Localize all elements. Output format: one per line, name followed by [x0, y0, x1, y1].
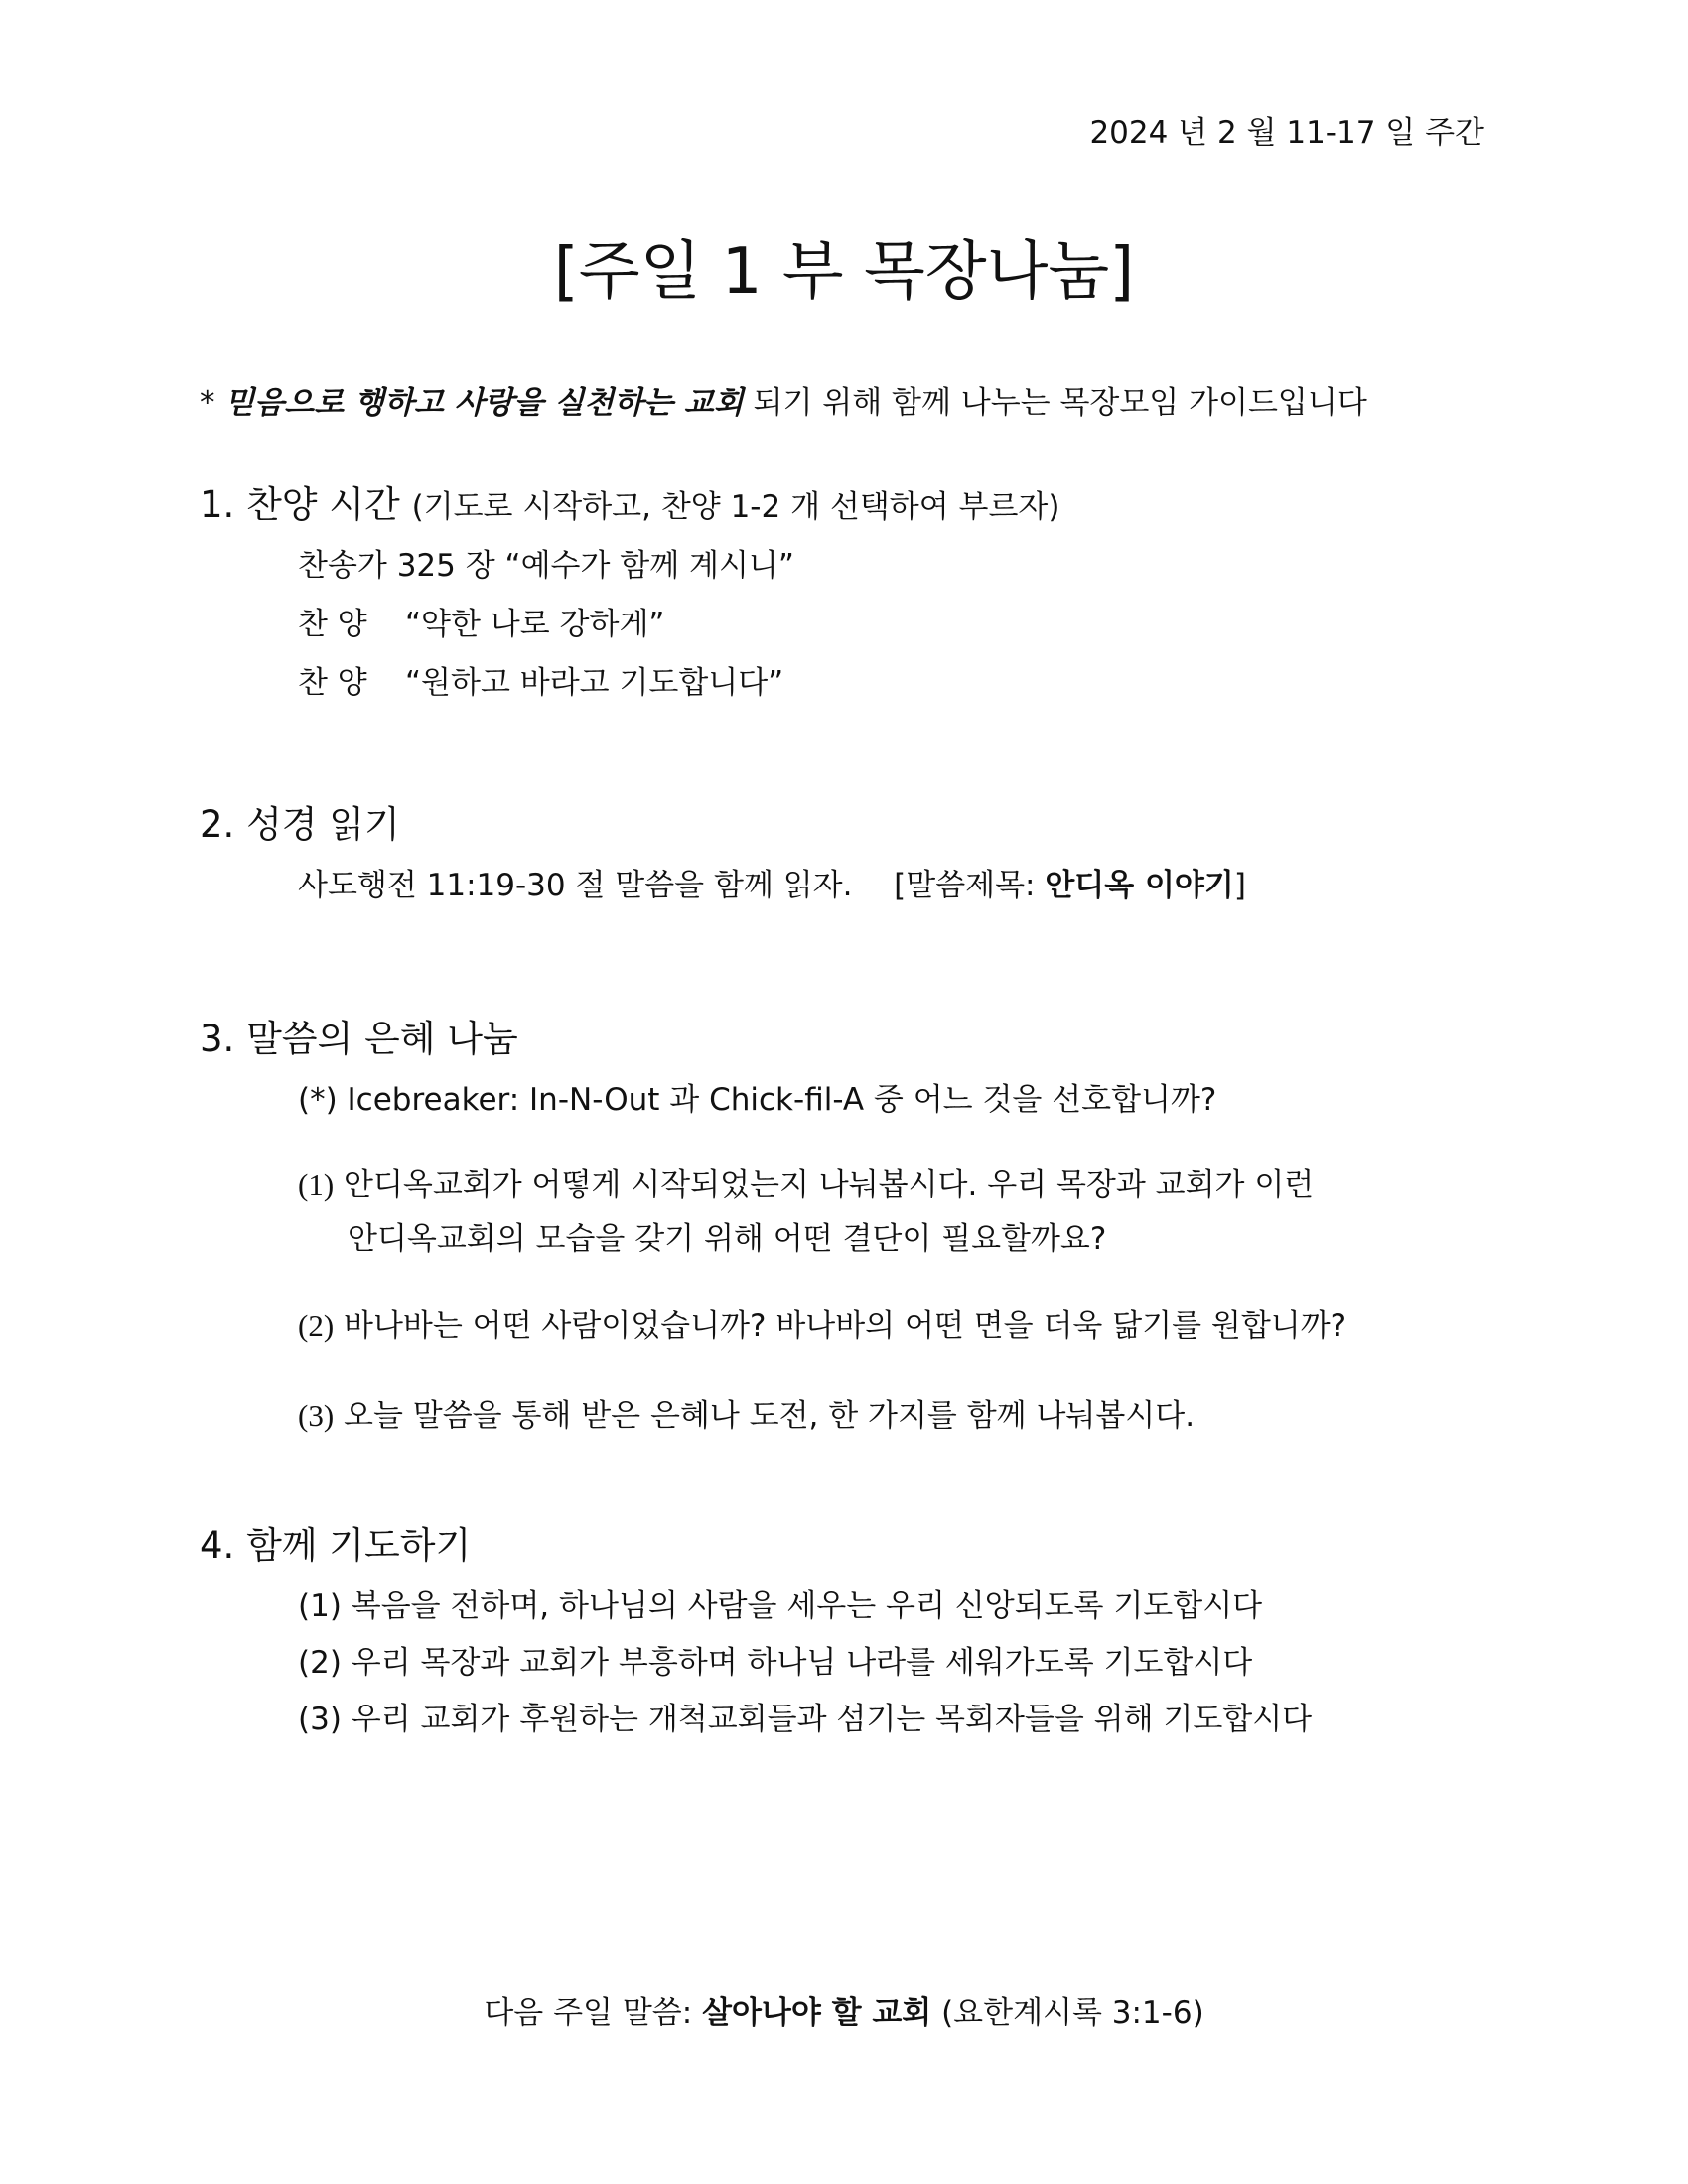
- next-week-reference: (요한계시록 3:1-6): [931, 1995, 1204, 2031]
- bible-reading-line: [298, 860, 1246, 904]
- sermon-suffix: ]: [1233, 868, 1246, 903]
- prayer-item: (3) 우리 교회가 후원하는 개척교회들과 섬기는 목회자들을 위해 기도합시다: [298, 1702, 1313, 1737]
- intro-rest: 되기 위해 함께 나누는 목장모임 가이드입니다: [743, 385, 1367, 421]
- next-week-title: 살아나야 할 교회: [702, 1995, 932, 2031]
- intro-line: [200, 377, 1367, 422]
- question-text: 안디옥교회가 어떻게 시작되었는지 나눠봅시다. 우리 목장과 교회가 이런: [344, 1167, 1315, 1203]
- question-continuation: 안디옥교회의 모습을 갖기 위해 어떤 결단이 필요할까요?: [348, 1221, 1107, 1257]
- prayer-item: (1) 복음을 전하며, 하나님의 사람을 세우는 우리 신앙되도록 기도합시다: [298, 1588, 1263, 1624]
- discussion-question: [298, 1160, 1314, 1204]
- reading-passage: 사도행전 11:19-30 절 말씀을 함께 읽자.: [298, 868, 853, 903]
- discussion-question: [298, 1390, 1195, 1434]
- date-range: 2024 년 2 월 11-17 일 주간: [1089, 115, 1484, 151]
- praise-title: “약한 나로 강하게”: [405, 607, 665, 642]
- section-4-title: 4. 함께 기도하기: [200, 1524, 472, 1567]
- section-2-title: 2. 성경 읽기: [200, 803, 400, 846]
- praise-label: 찬 양: [298, 665, 367, 701]
- icebreaker-question: (*) Icebreaker: In-N-Out 과 Chick-fil-A 중 어느 것을 선호합니까?: [298, 1082, 1217, 1118]
- prayer-item: (2) 우리 목장과 교회가 부흥하며 하나님 나라를 세워가도록 기도합시다: [298, 1645, 1253, 1681]
- question-number: (2): [298, 1308, 335, 1343]
- discussion-question: [298, 1300, 1346, 1345]
- sermon-prefix: [말씀제목:: [894, 868, 1046, 903]
- intro-bullet: *: [200, 385, 215, 421]
- praise-title: “원하고 바라고 기도합니다”: [405, 665, 784, 701]
- next-week-sermon: [0, 1987, 1688, 2032]
- question-number: (1): [298, 1167, 335, 1202]
- question-text: 오늘 말씀을 통해 받은 은혜나 도전, 한 가지를 함께 나눠봅시다.: [344, 1398, 1196, 1433]
- praise-item: [298, 599, 664, 643]
- hymn-title: “예수가 함께 계시니”: [504, 548, 794, 584]
- section-1-note: (기도로 시작하고, 찬양 1-2 개 선택하여 부르자): [411, 489, 1060, 525]
- hymn-label: 찬송가 325 장: [298, 548, 505, 584]
- question-text: 바나바는 어떤 사람이었습니까? 바나바의 어떤 면을 더욱 닮기를 원합니까?: [344, 1308, 1347, 1344]
- praise-item: [298, 657, 783, 702]
- praise-label: 찬 양: [298, 607, 367, 642]
- intro-emphasis: 믿음으로 행하고 사랑을 실천하는 교회: [224, 385, 744, 421]
- sermon-title: 안디옥 이야기: [1045, 868, 1234, 903]
- section-3-title: 3. 말씀의 은혜 나눔: [200, 1018, 518, 1060]
- section-1-title: [200, 475, 1059, 528]
- next-week-prefix: 다음 주일 말씀:: [484, 1995, 703, 2031]
- section-1-heading: 1. 찬양 시간: [200, 483, 412, 526]
- hymn-item: [298, 540, 794, 585]
- page-title: [주일 1 부 목장나눔]: [553, 235, 1135, 309]
- question-number: (3): [298, 1398, 335, 1433]
